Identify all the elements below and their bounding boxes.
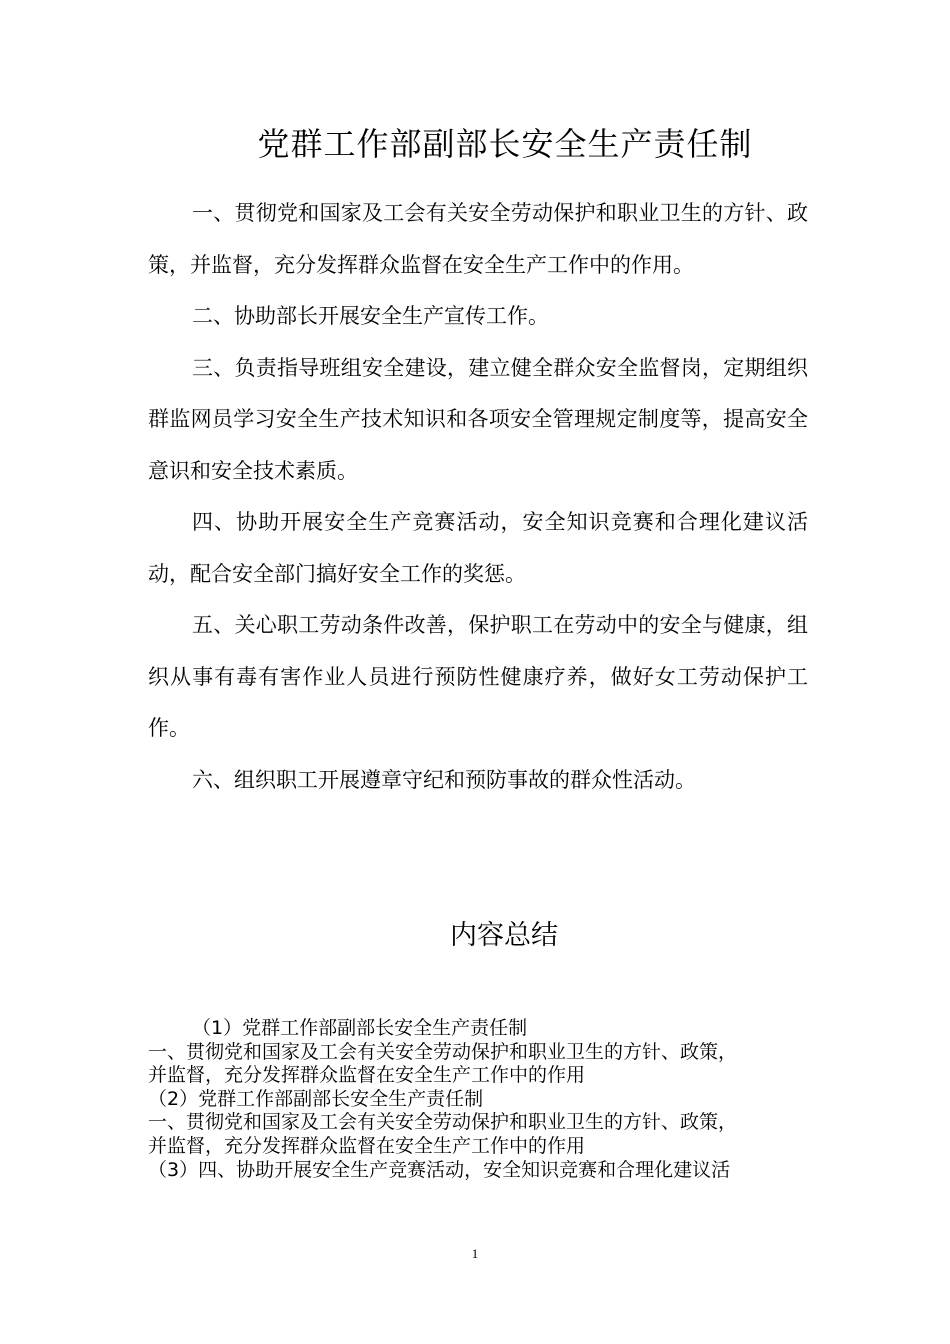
summary-line: （3）四、协助开展安全生产竞赛活动，安全知识竞赛和合理化建议活 bbox=[148, 1158, 731, 1181]
summary-line: 并监督，充分发挥群众监督在安全生产工作中的作用 bbox=[148, 1064, 586, 1087]
summary-line: （1）党群工作部副部长安全生产责任制 bbox=[192, 1017, 528, 1039]
document-body bbox=[148, 188, 808, 806]
paragraph-3: 三、负责指导班组安全建设，建立健全群众安全监督岗，定期组织群监网员学习安全生产技术知识和各项安全管理规定制度等，提高安全意识和安全技术素质。 bbox=[148, 355, 808, 483]
summary-line: 一、贯彻党和国家及工会有关安全劳动保护和职业卫生的方针、政策， bbox=[148, 1111, 738, 1134]
summary-line: 一、贯彻党和国家及工会有关安全劳动保护和职业卫生的方针、政策， bbox=[148, 1040, 738, 1063]
paragraph-5: 五、关心职工劳动条件改善，保护职工在劳动中的安全与健康，组织从事有毒有害作业人员进行预防性健康疗养，做好女工劳动保护工作。 bbox=[148, 613, 808, 740]
document-title: 党群工作部副部长安全生产责任制 bbox=[257, 125, 753, 163]
paragraph-6: 六、组织职工开展遵章守纪和预防事故的群众性活动。 bbox=[192, 767, 696, 792]
summary-block bbox=[148, 1017, 808, 1182]
paragraph-2: 二、协助部长开展安全生产宣传工作。 bbox=[192, 304, 549, 328]
summary-title: 内容总结 bbox=[450, 920, 558, 951]
paragraph-4: 四、协助开展安全生产竞赛活动，安全知识竞赛和合理化建议活动，配合安全部门搞好安全工作的奖惩。 bbox=[148, 510, 808, 586]
summary-line: 并监督，充分发挥群众监督在安全生产工作中的作用 bbox=[148, 1134, 586, 1157]
paragraph-1: 一、贯彻党和国家及工会有关安全劳动保护和职业卫生的方针、政策，并监督，充分发挥群众监督在安全生产工作中的作用。 bbox=[148, 201, 808, 277]
summary-line: （2）党群工作部副部长安全生产责任制 bbox=[148, 1087, 484, 1110]
page-number: 1 bbox=[471, 1246, 479, 1261]
